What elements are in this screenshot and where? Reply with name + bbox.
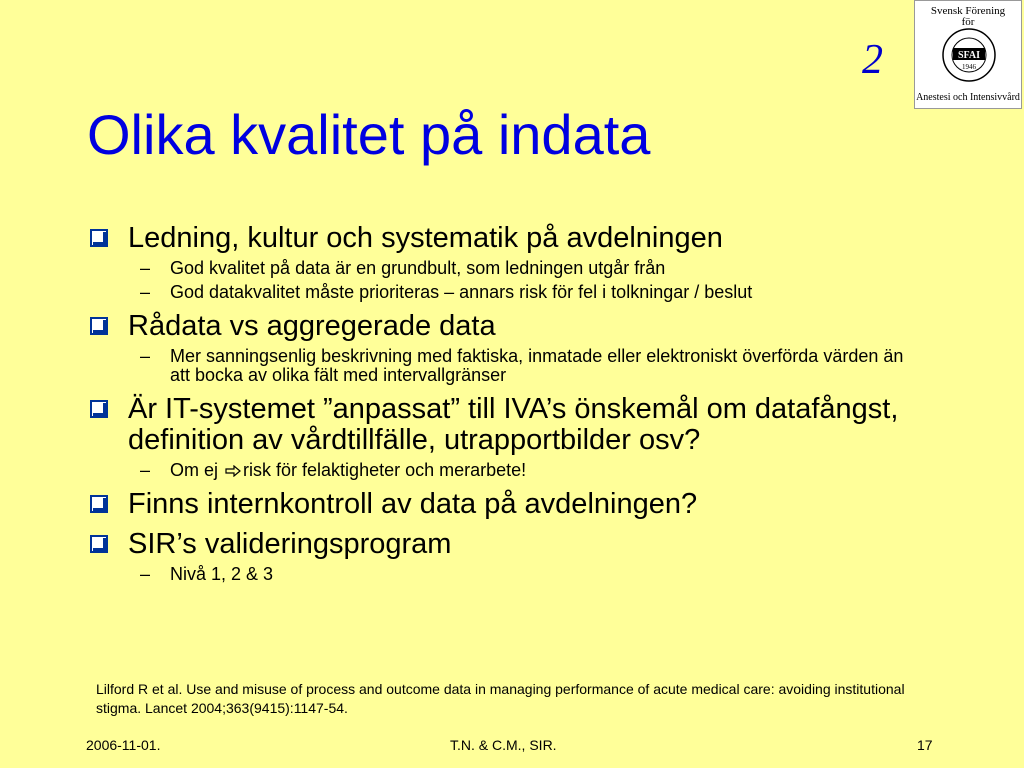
- logo-bottom-text: Anestesi och Intensivvård: [916, 92, 1020, 103]
- bullet-text: Är IT-systemet ”anpassat” till IVA’s önskemål om datafångst, definition av vårdtillfälle, utrapportbilder osv?: [128, 393, 899, 456]
- bullet-item: [90, 529, 920, 560]
- logo-year: 1946: [962, 63, 976, 71]
- sub-bullet-item: [90, 259, 920, 278]
- dash-bullet: –: [140, 258, 151, 278]
- sub-bullet-text: God datakvalitet måste prioriteras – annars risk för fel i tolkningar / beslut: [170, 282, 753, 302]
- sub-bullet-item: [90, 283, 920, 302]
- bullet-item: [90, 489, 920, 520]
- footer-page-number: 17: [917, 737, 933, 753]
- sub-bullet-text-before: Om ej: [170, 460, 219, 480]
- dash-bullet: –: [140, 564, 151, 584]
- bullet-text: Ledning, kultur och systematik på avdelningen: [128, 222, 723, 254]
- bullet-item: [90, 311, 920, 342]
- slide-corner-number: 2: [862, 37, 883, 83]
- sub-bullet-text: Nivå 1, 2 & 3: [170, 564, 274, 584]
- logo-top-line1: Svensk Förening: [930, 5, 1006, 17]
- dash-bullet: –: [140, 460, 151, 480]
- logo-top-line2: för: [961, 16, 975, 28]
- footer-date: 2006-11-01.: [86, 737, 161, 753]
- page-title: Olika kvalitet på indata: [87, 103, 651, 166]
- dash-bullet: –: [140, 282, 151, 302]
- hollow-right-arrow-icon: [225, 465, 241, 477]
- sub-bullet-item: [90, 565, 920, 584]
- sub-bullet-text: God kvalitet på data är en grundbult, som ledningen utgår från: [170, 258, 666, 278]
- checkbox-bullet-icon: [90, 229, 108, 247]
- sfai-logo: [914, 0, 1022, 109]
- checkbox-bullet-icon: [90, 495, 108, 513]
- reference-citation: Lilford R et al. Use and misuse of process and outcome data in managing performance of acute medical care: avoiding institutional stigma. Lancet 2004;363(9415):1147-54.: [96, 681, 905, 716]
- bullet-text: Finns internkontroll av data på avdelningen?: [128, 488, 698, 520]
- dash-bullet: –: [140, 346, 151, 366]
- checkbox-bullet-icon: [90, 400, 108, 418]
- logo-top-text: [915, 6, 1021, 28]
- bullet-item: [90, 394, 920, 456]
- bullet-text: Rådata vs aggregerade data: [128, 310, 496, 342]
- bullet-item: [90, 223, 920, 254]
- seal-icon: [942, 26, 996, 84]
- bullet-list: [90, 214, 920, 584]
- sub-bullet-item: [90, 347, 920, 385]
- sub-bullet-text-after: risk för felaktigheter och merarbete!: [243, 460, 527, 480]
- checkbox-bullet-icon: [90, 535, 108, 553]
- logo-seal-text: SFAI: [957, 50, 981, 61]
- sub-bullet-text: Mer sanningsenlig beskrivning med faktiska, inmatade eller elektroniskt överförda värden än att bocka av olika fält med intervallgränser: [170, 346, 904, 385]
- footer-authors: T.N. & C.M., SIR.: [450, 737, 557, 753]
- checkbox-bullet-icon: [90, 317, 108, 335]
- bullet-text: SIR’s valideringsprogram: [128, 528, 452, 560]
- sub-bullet-item: [90, 461, 920, 480]
